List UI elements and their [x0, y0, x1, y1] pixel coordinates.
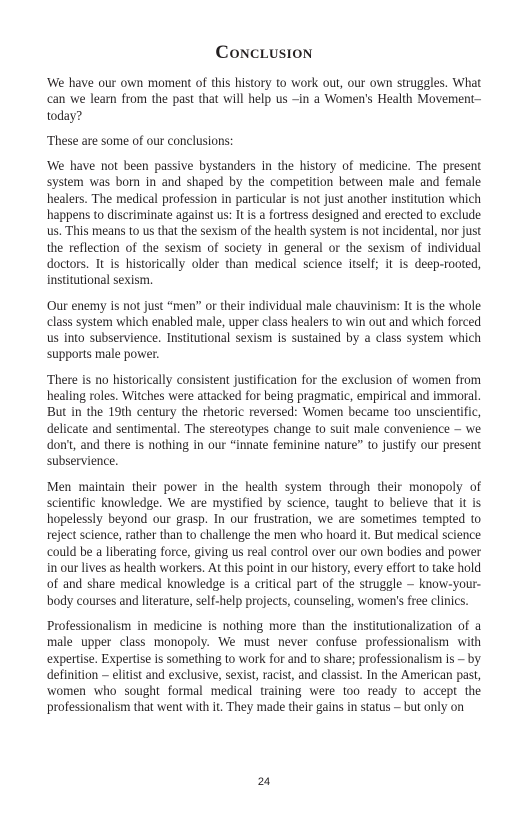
page-body — [47, 40, 481, 725]
paragraph-enemy: Our enemy is not just “men” or their individual male chauvinism: It is the whole class system which enabled male, upper class healers to win out and which forced us into subservience. Institutional sexism is sustained by a class system which supports male power. — [47, 297, 481, 362]
paragraph-conclusions-lead: These are some of our conclusions: — [47, 132, 234, 148]
paragraph-scientific-knowledge: Men maintain their power in the health system through their monopoly of scientific knowledge. We are mystified by science, taught to believe that it is hopelessly beyond our grasp. In our frustration, we are sometimes tempted to reject science, rather than to challenge the men who hoard it. But medical science could be a liberating force, giving us real control over our own bodies and power in our lives as health workers. At this point in our history, every effort to take hold of and share medical knowledge is a critical part of the struggle – know-your-body courses and literature, self-help projects, counseling, women's free clinics. — [47, 478, 482, 608]
paragraph-professionalism: Professionalism in medicine is nothing more than the institutionalization of a male upper class monopoly. We must never confuse professionalism with expertise. Expertise is something to work for and to share; professionalism is – by definition – elitist and exclusive, sexist, racist, and classist. In the American past, women who sought formal medical training were too ready to accept the professionalism that went with it. They made their gains in status – but only on — [47, 617, 481, 715]
paragraph-justification: There is no historically consistent justification for the exclusion of women from healing roles. Witches were attacked for being pragmatic, empirical and immoral. But in the 19th century the rhetoric reversed: Women became too unscientific, delicate and sentimental. The stereotypes change to suit male convenience – we don't, and there is nothing in our “innate feminine nature” to justify our present subservience. — [47, 371, 481, 469]
chapter-title: Conclusion — [215, 42, 313, 63]
page-number: 24 — [257, 776, 271, 788]
paragraph-intro: We have our own moment of this history to work out, our own struggles. What can we learn from the past that will help us –in a Women's Health Movement– today? — [47, 75, 481, 123]
paragraph-passive-bystanders: We have not been passive bystanders in the history of medicine. The present system was born in and shaped by the competition between male and female healers. The medical profession in particular is not just another institution which happens to discriminate against us: It is a fortress designed and erected to exclude us. This means to us that the sexism of the health system is not incidental, nor just the reflection of the sexism of society in general or the sexism of individual doctors. It is historically older than medical science itself; it is deep-rooted, institutional sexism. — [47, 158, 481, 288]
